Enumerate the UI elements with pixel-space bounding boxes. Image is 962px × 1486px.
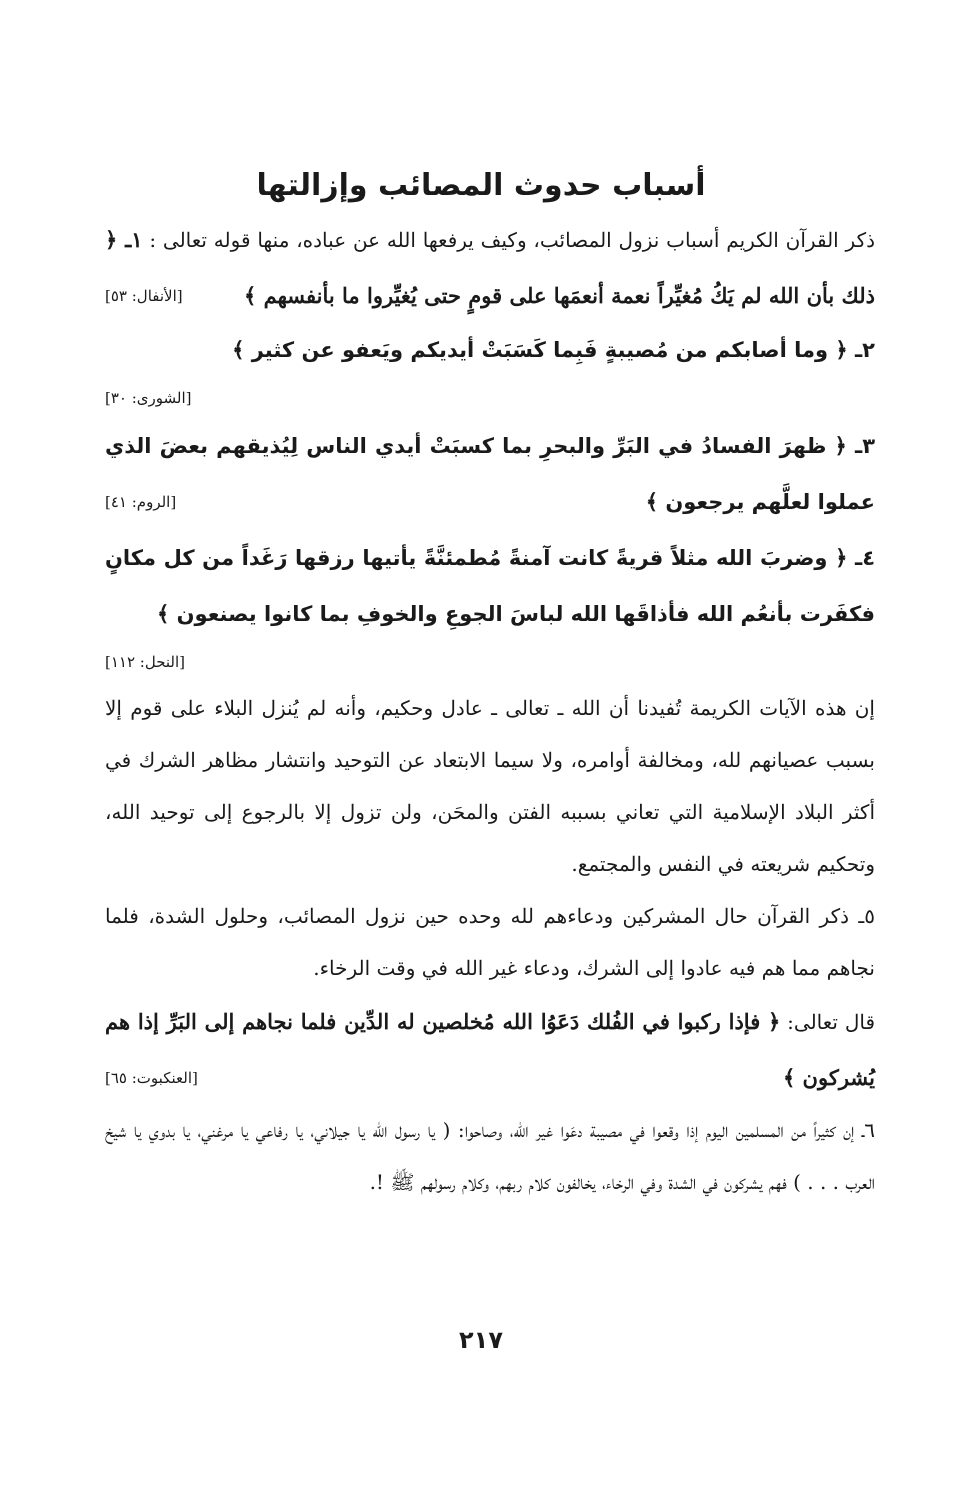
point-5-number: ٥ـ	[858, 904, 875, 928]
point-5-quote: ﴿ فإذا ركبوا في الفُلك دَعَوُا الله مُخلصين له الدِّين فلما نجاهم إلى البَرِّ إذا هم يُشركون ﴾	[105, 1009, 875, 1090]
page-number: ٢١٧	[459, 1326, 503, 1354]
point-5-quote-intro: قال تعالى:	[787, 1010, 876, 1034]
intro-text: ذكر القرآن الكريم أسباب نزول المصائب، وكيف يرفعها الله عن عباده، منها قوله تعالى :	[149, 228, 876, 252]
page-title: أسباب حدوث المصائب وإزالتها	[256, 168, 706, 204]
point-6-number: ٦ـ	[861, 1118, 876, 1142]
verse-1-text: ﴿ ذلك بأن الله لم يَكُ مُغيِّراً نعمة أنعمَها على قومٍ حتى يُغيِّروا ما بأنفسهم ﴾	[105, 227, 875, 308]
commentary-paragraph: إن هذه الآيات الكريمة تُفيدنا أن الله ـ تعالى ـ عادل وحكيم، وأنه لم يُنزل البلاء على قوم إلا بسبب عصيانهم لله، ومخالفة أوامره، ولا سيما الابتعاد عن التوحيد وانتشار مظاهر الشرك في أكثر البلاد الإسلامية التي تعاني بسببه الفتن والمحَن، ولن تزول إلا بالرجوع إلى توحيد الله، وتحكيم شريعته في النفس والمجتمع.	[105, 696, 875, 876]
verse-4-number: ٤ـ	[855, 546, 876, 570]
verse-3-number: ٣ـ	[855, 434, 876, 458]
point-6-paragraph	[105, 1104, 875, 1208]
verse-2-ref-line	[105, 378, 875, 418]
point-6-text: إن كثيراً من المسلمين اليوم إذا وقعوا في مصيبة دعَوا غير الله، وصاحوا: ( يا رسول الله يا جيلاني، يا رفاعي يا مرغني، يا بدوي يا شيخ العرب . . . ) فهم يشركون في الشدة وفي الرخاء، يخالفون كلام ربهم، وكلام رسولهم ﷺ !.	[105, 1118, 875, 1194]
verse-1-number: ١ـ	[125, 227, 143, 252]
verse-1-reference: [الأنفال: ٥٣]	[105, 287, 183, 305]
verse-2-text: ﴿ وما أصابكم من مُصيبةٍ فَبِما كَسَبَتْ أيديكم ويَعفو عن كثير ﴾	[232, 338, 848, 362]
verse-2-number: ٢ـ	[854, 338, 875, 362]
verse-3-reference: [الروم: ٤١]	[105, 493, 177, 511]
verse-3-text: ﴿ ظهرَ الفسادُ في البَرِّ والبحرِ بما كسبَتْ أيدي الناس لِيُذيقهم بعضَ الذي عملوا لعلَّهم يرجعون ﴾	[105, 434, 875, 514]
verse-4-ref-line	[105, 642, 875, 682]
verse-2	[105, 322, 875, 378]
verse-4-text: ﴿ وضربَ الله مثلاً قريةً كانت آمنةً مُطمئنَّةً يأتيها رزقها رَغَداً من كل مكانٍ فكفَرت بأنعُم الله فأذاقَها الله لباسَ الجوعِ والخوفِ بما كانوا يصنعون ﴾	[105, 546, 875, 626]
point-5-reference: [العنكبوت: ٦٥]	[105, 1069, 198, 1087]
verse-4-reference: [النحل: ١١٢]	[105, 653, 186, 671]
point-5-ref-line	[105, 1058, 875, 1098]
verse-2-reference: [الشورى: ٣٠]	[105, 389, 192, 407]
page-body	[105, 212, 875, 1208]
point-5-paragraph	[105, 890, 875, 994]
verse-4	[105, 530, 875, 642]
point-5-text: ذكر القرآن حال المشركين ودعاءهم لله وحده حين نزول المصائب، وحلول الشدة، فلما نجاهم مما هم فيه عادوا إلى الشرك، ودعاء غير الله في وقت الرخاء.	[105, 904, 875, 980]
